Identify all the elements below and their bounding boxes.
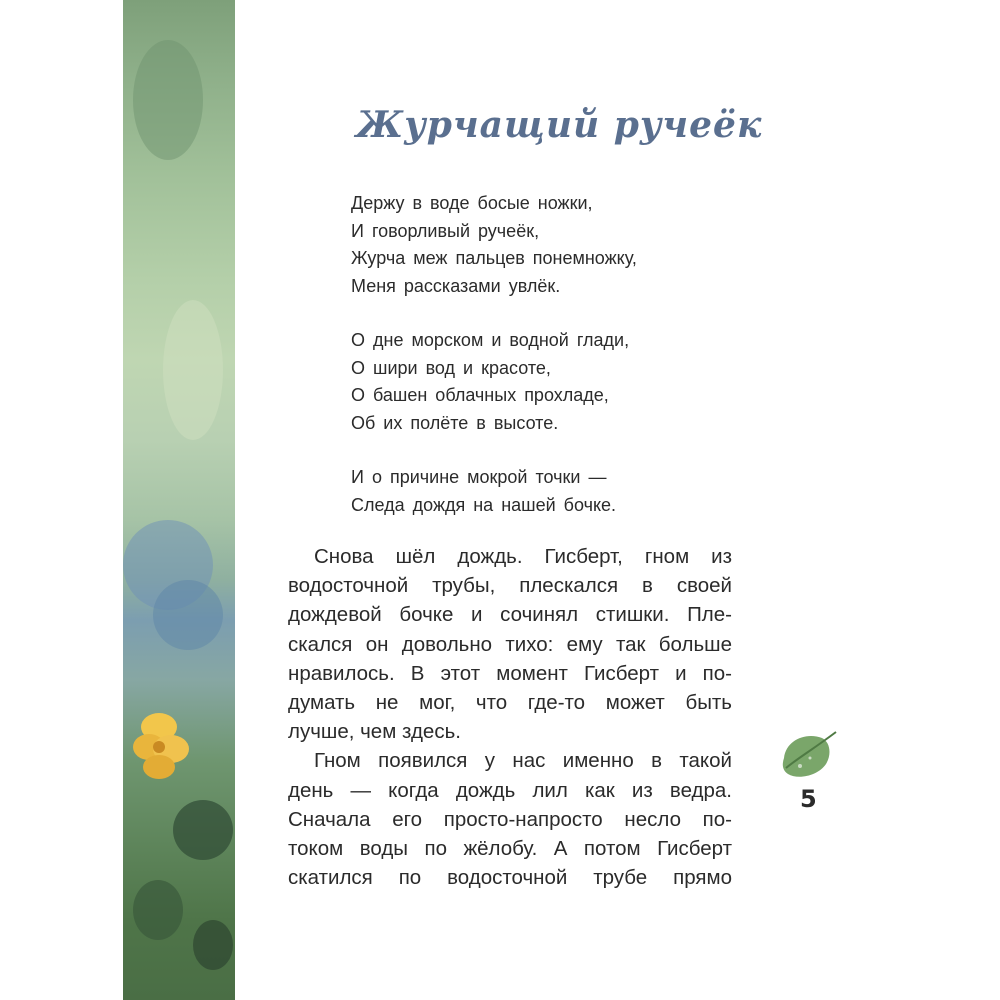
illustration-strip bbox=[123, 0, 235, 1000]
brush-stroke bbox=[133, 880, 183, 940]
prose-line: скался он довольно тихо: ему так больше bbox=[288, 632, 732, 656]
prose-line: лучше, чем здесь. bbox=[288, 720, 461, 744]
poem-stanza bbox=[351, 190, 731, 300]
poem-line: Меня рассказами увлёк. bbox=[351, 275, 561, 296]
poem-line: И о причине мокрой точки — bbox=[351, 467, 607, 487]
poem-stanza bbox=[351, 464, 731, 519]
poem-line: О дне морском и водной глади, bbox=[351, 330, 630, 350]
prose-line: Гном появился у нас именно в такой bbox=[314, 749, 732, 773]
prose-line: Сначала его просто-напросто несло по- bbox=[288, 807, 732, 831]
prose-line: Снова шёл дождь. Гисберт, гном из bbox=[314, 545, 732, 568]
prose-line: нравилось. В этот момент Гисберт и по- bbox=[288, 661, 732, 685]
leaf-icon bbox=[776, 728, 840, 784]
poem-line: О башен облачных прохладе, bbox=[351, 385, 609, 405]
flower-icon bbox=[129, 705, 193, 785]
poem bbox=[351, 190, 731, 546]
prose-line: водосточной трубы, плескался в своей bbox=[288, 574, 732, 598]
prose-line: думать не мог, что где-то может быть bbox=[288, 691, 732, 715]
brush-stroke bbox=[173, 800, 233, 860]
poem-line: О шири вод и красоте, bbox=[351, 357, 551, 378]
poem-line: Об их полёте в высоте. bbox=[351, 412, 559, 433]
page-number: 5 bbox=[800, 785, 817, 813]
brush-stroke bbox=[163, 300, 223, 440]
poem-stanza bbox=[351, 327, 731, 437]
prose-line: день — когда дождь лил как из ведра. bbox=[288, 778, 732, 802]
poem-line: И говорливый ручеёк, bbox=[351, 220, 540, 241]
brush-stroke bbox=[193, 920, 233, 970]
brush-stroke bbox=[153, 580, 223, 650]
prose-line: током воды по жёлобу. А потом Гисберт bbox=[288, 837, 732, 861]
prose-line: дождевой бочке и сочинял стишки. Пле- bbox=[288, 603, 732, 627]
page-title: Журчащий ручеёк bbox=[356, 104, 763, 146]
prose-line: скатился по водосточной трубе прямо bbox=[288, 866, 732, 890]
poem-line: Держу в воде босые ножки, bbox=[351, 193, 593, 213]
prose-text bbox=[288, 542, 732, 892]
poem-line: Журча меж пальцев понемножку, bbox=[351, 248, 637, 268]
poem-line: Следа дождя на нашей бочке. bbox=[351, 494, 617, 515]
brush-stroke bbox=[133, 40, 203, 160]
